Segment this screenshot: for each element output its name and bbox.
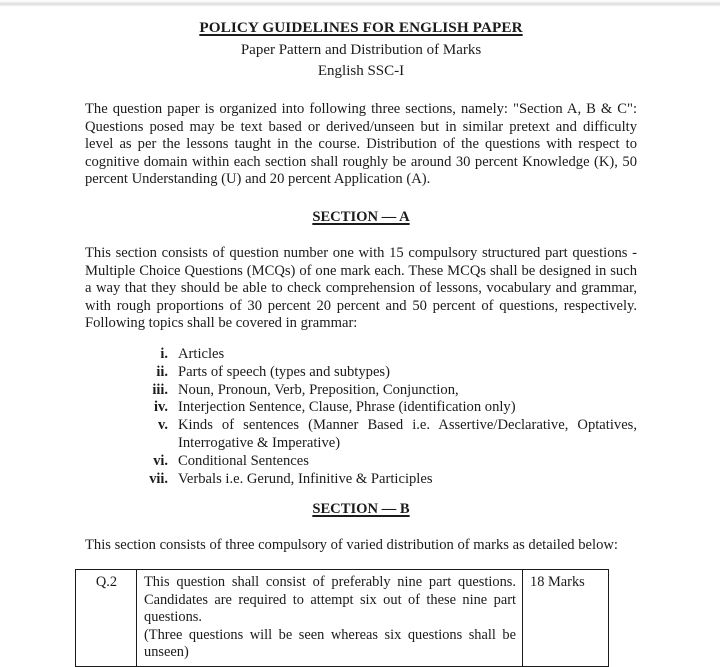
section-b-heading-text: SECTION — B <box>312 501 410 518</box>
table-cell-description <box>137 569 523 666</box>
list-item-marker: vi. <box>153 452 168 469</box>
section-b-paragraph: This section consists of three compulsory of varied distribution of marks as detailed below: <box>85 537 618 554</box>
intro-paragraph: The question paper is organized into following three sections, namely: "Section A, B & C": Questions posed may be text based or derived/unseen but in similar pretext and difficulty level as per the lessons taught in the course. Distribution of the questions with respect to cognitive domain within each section shall roughly be around 30 percent Knowledge (K), 50 percent Understanding (U) and 20 percent Application (A). <box>85 101 637 188</box>
list-item <box>85 382 637 400</box>
section-a-heading <box>85 209 637 226</box>
list-item-label: Conditional Sentences <box>178 452 309 469</box>
list-item <box>85 471 637 489</box>
grammar-topics-list <box>85 346 637 488</box>
list-item-marker: v. <box>158 417 168 434</box>
section-a-heading-text: SECTION — A <box>312 209 410 226</box>
table-cell-description-line-1: This question shall consist of preferably nine part questions. Candidates are required to attempt six out of these nine part questions. <box>144 573 516 626</box>
table-cell-description-line-2: (Three questions will be seen whereas six questions shall be unseen) <box>144 626 516 661</box>
spacer <box>85 226 637 245</box>
spacer <box>85 488 637 501</box>
list-item-label: Interjection Sentence, Clause, Phrase (identification only) <box>178 399 516 416</box>
list-item-marker: iii. <box>152 381 168 398</box>
list-item-label: Articles <box>178 345 225 362</box>
section-b-heading <box>85 501 637 518</box>
spacer <box>85 555 637 569</box>
section-a-paragraph: This section consists of question number one with 15 compulsory structured part questions - Multiple Choice Questions (MCQs) of one mark each. These MCQs shall be designed in such a way that they should be able to check comprehension of lessons, vocabulary and grammar, with rough proportions of 30 percent 20 percent and 50 percent of questions, respectively. Following topics shall be covered in grammar: <box>85 245 637 332</box>
spacer <box>85 189 637 209</box>
page-subtitle: Paper Pattern and Distribution of Marks <box>240 41 482 58</box>
list-item <box>85 346 637 364</box>
list-item <box>85 399 637 417</box>
list-item-marker: ii. <box>156 363 168 380</box>
spacer <box>85 333 637 346</box>
spacer <box>85 518 637 537</box>
marks-distribution-table <box>75 569 609 667</box>
list-item <box>85 364 637 382</box>
table-cell-question-number: Q.2 <box>76 569 137 666</box>
spacer <box>85 81 637 101</box>
list-item-marker: iv. <box>154 399 168 416</box>
page-subtitle-secondary: English SSC-I <box>317 63 405 80</box>
list-item-marker: vii. <box>149 470 168 487</box>
list-item <box>85 417 637 453</box>
list-item-label: Verbals i.e. Gerund, Infinitive & Participles <box>178 470 433 487</box>
table-row <box>76 569 609 666</box>
list-item-label: Parts of speech (types and subtypes) <box>178 363 390 380</box>
list-item-label: Noun, Pronoun, Verb, Preposition, Conjunction, <box>178 381 459 398</box>
document-content <box>85 0 637 667</box>
list-item-label: Kinds of sentences (Manner Based i.e. Assertive/Declarative, Optatives, Interrogative & Imperative) <box>178 417 637 451</box>
page-title <box>85 0 637 38</box>
table-cell-marks: 18 Marks <box>523 569 609 666</box>
page-title-text: POLICY GUIDELINES FOR ENGLISH PAPER <box>199 19 523 36</box>
list-item-marker: i. <box>160 345 168 362</box>
list-item <box>85 453 637 471</box>
